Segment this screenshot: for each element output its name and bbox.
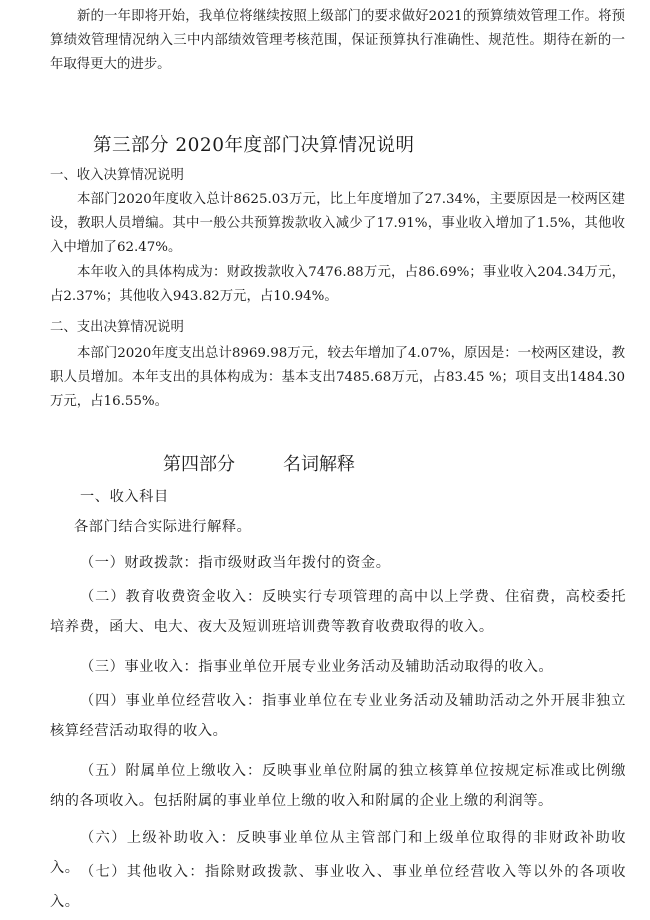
term-item: （五）附属单位上缴收入：反映事业单位附属的独立核算单位按规定标准或比例缴纳的各项收入。包括附属的事业单位上缴的收入和附属的企业上缴的利润等。	[50, 763, 626, 809]
income-section-heading: 一、收入决算情况说明	[50, 168, 184, 183]
part3-title: 第三部分 2020年度部门决算情况说明	[93, 135, 415, 156]
income-subjects-heading: 一、收入科目	[80, 489, 169, 505]
term-item: （一）财政拨款：指市级财政当年拨付的资金。	[80, 555, 391, 571]
explanation-note: 各部门结合实际进行解释。	[74, 519, 252, 535]
expense-summary-paragraph: 本部门2020年度支出总计8969.98万元，较去年增加了4.07%，原因是：一校两区建设，教职人员增加。本年支出的具体构成为：基本支出7485.68万元，占83.45 %；项目支出1484.30万元，占16.55%。	[50, 346, 625, 409]
term-item: （七）其他收入：指除财政拨款、事业收入、事业单位经营收入等以外的各项收入。	[50, 864, 626, 910]
term-item: （二）教育收费资金收入：反映实行专项管理的高中以上学费、住宿费，高校委托培养费，函大、电大、夜大及短训班培训费等教育收费取得的收入。	[50, 589, 626, 635]
closing-paragraph: 新的一年即将开始，我单位将继续按照上级部门的要求做好2021的预算绩效管理工作。将预算绩效管理情况纳入三中内部绩效管理考核范围，保证预算执行准确性、规范性。期待在新的一年取得更大的进步。	[50, 9, 625, 72]
part4-title-name: 名词解释	[283, 454, 355, 475]
expense-section-heading: 二、支出决算情况说明	[50, 320, 184, 335]
term-item: （四）事业单位经营收入：指事业单位在专业业务活动及辅助活动之外开展非独立核算经营活动取得的收入。	[50, 693, 626, 739]
part4-title-part: 第四部分	[163, 454, 235, 475]
income-summary-paragraph: 本部门2020年度收入总计8625.03万元，比上年度增加了27.34%，主要原因是一校两区建设，教职人员增编。其中一般公共预算拨款收入减少了17.91%，事业收入增加了1.5%，其他收入中增加了62.47%。	[50, 192, 625, 255]
income-composition-paragraph: 本年收入的具体构成为：财政拨款收入7476.88万元，占86.69%；事业收入204.34万元，占2.37%；其他收入943.82万元，占10.94%。	[50, 265, 625, 304]
term-item: （六）上级补助收入：反映事业单位从主管部门和上级单位取得的非财政补助收入。	[50, 830, 626, 876]
part4-title	[163, 450, 355, 476]
term-item: （三）事业收入：指事业单位开展专业业务活动及辅助活动取得的收入。	[80, 659, 554, 675]
